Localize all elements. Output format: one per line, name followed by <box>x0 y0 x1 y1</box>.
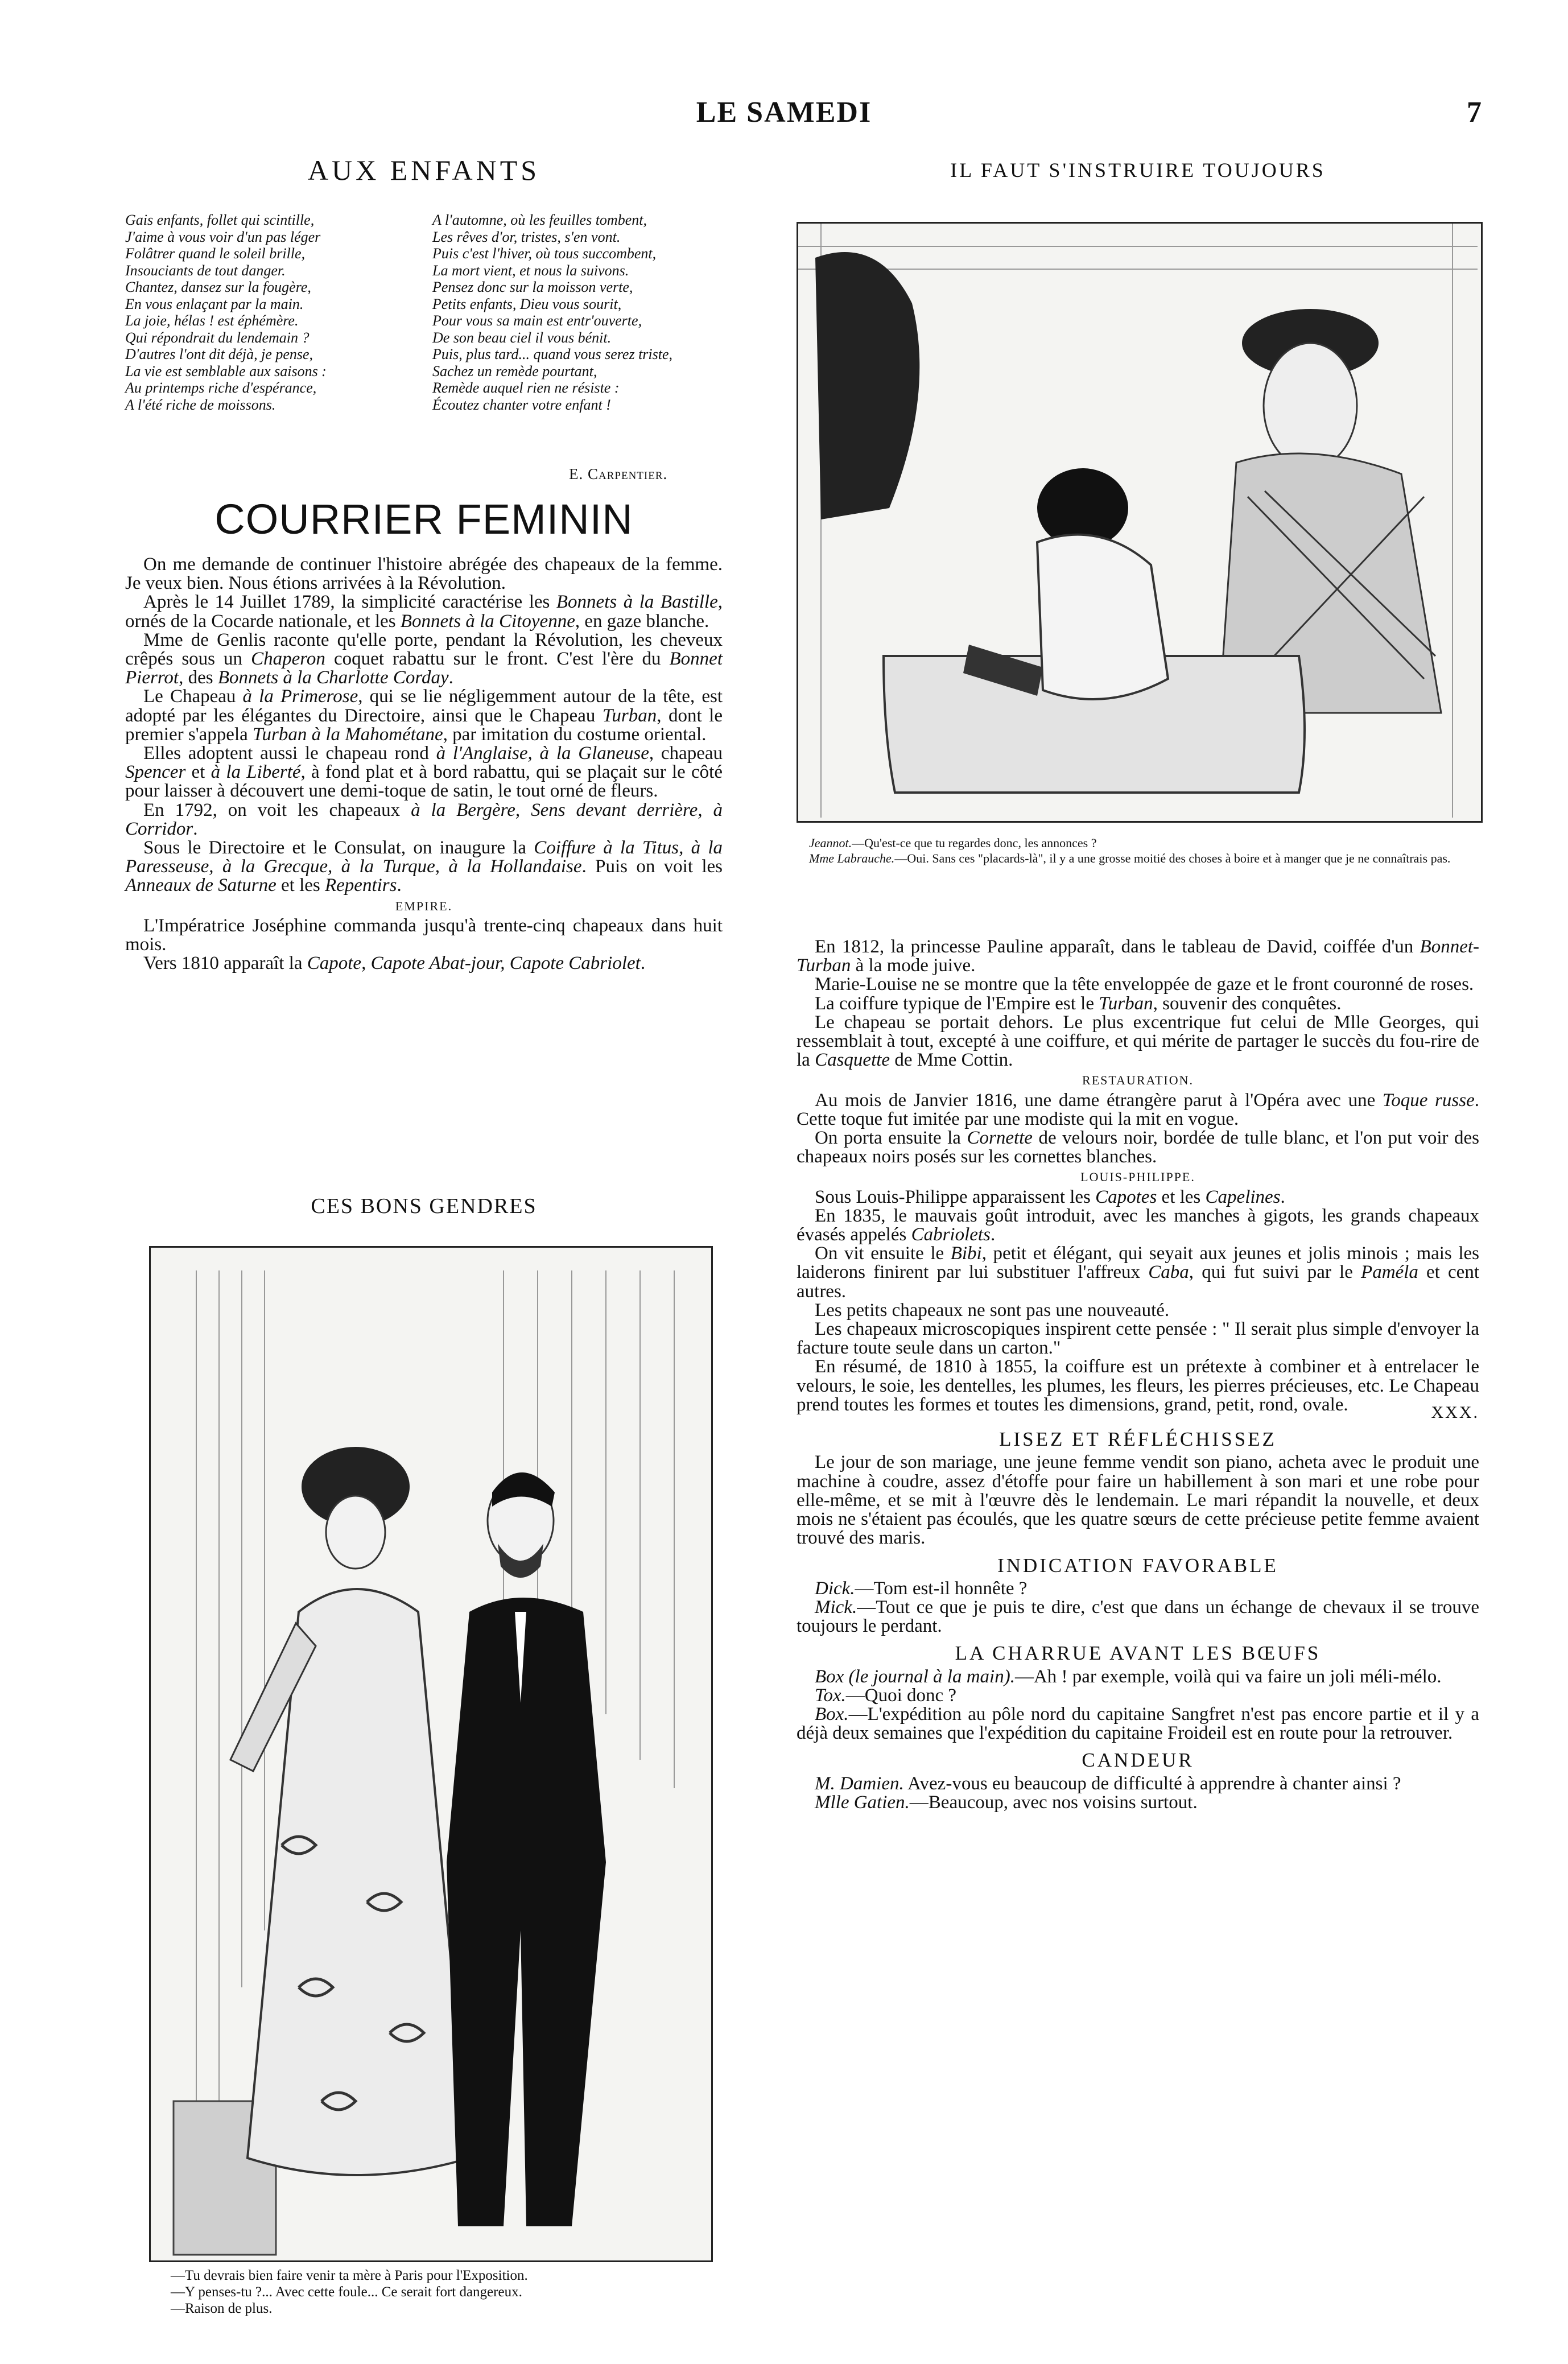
dialogue-line: Box (le journal à la main).—Ah ! par exemple, voilà qui va faire un joli méli-mélo. <box>815 1666 1442 1687</box>
poem-line: Pour vous sa main est entr'ouverte, <box>432 312 642 329</box>
gendres-title: CES BONS GENDRES <box>311 1194 537 1218</box>
charrue-title: LA CHARRUE AVANT LES BŒUFS <box>955 1642 1321 1665</box>
poem-title: AUX ENFANTS <box>307 154 540 186</box>
poem-line: Remède auquel rien ne résiste : <box>432 379 620 396</box>
paragraph: Les petits chapeaux ne sont pas une nouveauté. <box>815 1299 1170 1321</box>
dialogue-line: M. Damien. Avez-vous eu beaucoup de difficulté à apprendre à chanter ainsi ? <box>815 1773 1401 1794</box>
article-signature: XXX. <box>1431 1403 1479 1422</box>
courrier-article <box>125 555 723 973</box>
poem-line: Chantez, dansez sur la fougère, <box>125 279 311 295</box>
instruire-title: IL FAUT S'INSTRUIRE TOUJOURS <box>950 159 1326 181</box>
paragraph: En 1792, on voit les chapeaux à la Bergère, Sens devant derrière, à Corridor. <box>125 799 723 839</box>
paragraph: Elles adoptent aussi le chapeau rond à l'Anglaise, à la Glaneuse, chapeau Spencer et à la Liberté, à fond plat et à bord rabattu, qui se plaçait sur le côté pour laisser à découvert une demi-toque de satin, le tout orné de fleurs. <box>125 743 723 802</box>
paragraph: La coiffure typique de l'Empire est le Turban, souvenir des conquêtes. <box>815 993 1342 1014</box>
instruire-illustration <box>797 222 1483 823</box>
poem-line: Les rêves d'or, tristes, s'en vont. <box>432 228 621 245</box>
poem-line: Puis, plus tard... quand vous serez triste, <box>432 346 673 362</box>
paragraph: En 1812, la princesse Pauline apparaît, dans le tableau de David, coiffée d'un Bonnet-Turban à la mode juive. <box>797 936 1479 976</box>
paragraph: Les chapeaux microscopiques inspirent cette pensée : " Il serait plus simple d'envoyer la facture toute seule dans un carton." <box>797 1319 1479 1359</box>
paragraph: Sous le Directoire et le Consulat, on inaugure la Coiffure à la Titus, à la Paresseuse, à la Grecque, à la Turque, à la Hollandaise. Puis on voit les Anneaux de Saturne et les Repentirs. <box>125 837 723 896</box>
section-heading: RESTAURATION. <box>1082 1073 1194 1088</box>
caption-line: —Tu devrais bien faire venir ta mère à Paris pour l'Exposition. <box>171 2268 528 2283</box>
lisez-title: LISEZ ET RÉFLÉCHISSEZ <box>999 1428 1277 1451</box>
paragraph: On me demande de continuer l'histoire abrégée des chapeaux de la femme. Je veux bien. Nous étions arrivées à la Révolution. <box>125 554 723 594</box>
paragraph: Le chapeau se portait dehors. Le plus excentrique fut celui de Mlle Georges, qui ressemblait à tout, excepté à une coiffure, et qui mérite de partager le succès du fou-rire de la Casquette de Mme Cottin. <box>797 1012 1479 1071</box>
dialogue-line: Dick.—Tom est-il honnête ? <box>815 1578 1028 1599</box>
section-heading: EMPIRE. <box>395 898 453 913</box>
paragraph: Le Chapeau à la Primerose, qui se lie négligemment autour de la tête, est adopté par les élégantes du Directoire, ainsi que le Chapeau Turban, dont le premier s'appela Turban à la Mahométane, par imitation du costume oriental. <box>125 686 723 745</box>
paragraph: En 1835, le mauvais goût introduit, avec les manches à gigots, les grands chapeaux évasés appelés Cabriolets. <box>797 1205 1479 1245</box>
gendres-caption <box>171 2267 711 2317</box>
dialogue-line: Box.—L'expédition au pôle nord du capitaine Sangfret n'est pas encore partie et il y a déjà deux semaines que l'expédition du capitaine Froideil est en route pour la retrouver. <box>797 1703 1479 1744</box>
paragraph: On porta ensuite la Cornette de velours noir, bordée de tulle blanc, et l'on put voir des chapeaux noirs posés sur les cornettes blanches. <box>797 1128 1479 1167</box>
courrier-headline: COURRIER FEMININ <box>214 496 633 543</box>
paragraph: En résumé, de 1810 à 1855, la coiffure est un prétexte à combiner et à entrelacer le velours, le soie, les dentelles, les plumes, les fleurs, les pierres précieuses, etc. Le Chapeau prend toutes les formes et toutes les dimensions, grand, petit, rond, ovale. <box>797 1356 1479 1415</box>
running-title: LE SAMEDI <box>696 96 872 129</box>
paragraph: L'Impératrice Joséphine commanda jusqu'à trente-cinq chapeaux dans huit mois. <box>125 915 723 955</box>
poem-line: La vie est semblable aux saisons : <box>125 362 327 379</box>
caption-line: Mme Labrauche.—Oui. Sans ces "placards-là", il y a une grosse moitié des choses à boire et à manger que je ne connaîtrais pas. <box>809 851 1451 865</box>
poem-line: Insouciants de tout danger. <box>125 262 286 279</box>
caption-line: Jeannot.—Qu'est-ce que tu regardes donc, les annonces ? <box>809 836 1097 850</box>
poem-left-stanza <box>125 212 364 413</box>
poem-line: J'aime à vous voir d'un pas léger <box>125 228 321 245</box>
paragraph: Vers 1810 apparaît la Capote, Capote Abat-jour, Capote Cabriolet. <box>143 953 646 974</box>
poem-line: A l'été riche de moissons. <box>125 396 276 413</box>
poem-signature: E. Carpentier. <box>569 465 668 482</box>
paragraph: Le jour de son mariage, une jeune femme vendit son piano, acheta avec le produit une machine à coudre, assez d'étoffe pour faire un habillement à son mari et une robe pour elle-même, et se mit à l'œuvre dès le lendemain. Le mari répandit la nouvelle, et deux mois ne s'étaient pas écoulés, que les quatre sœurs de cette précieuse petite femme avaient trouvé des maris. <box>797 1452 1479 1549</box>
poem-line: Puis c'est l'hiver, où tous succombent, <box>432 245 657 262</box>
indication-title: INDICATION FAVORABLE <box>997 1554 1278 1577</box>
gendres-illustration <box>149 1246 713 2262</box>
poem-line: De son beau ciel il vous bénit. <box>432 329 612 346</box>
page-number: 7 <box>1467 96 1482 129</box>
poem-line: La joie, hélas ! est éphémère. <box>125 312 299 329</box>
poem-line: Qui répondrait du lendemain ? <box>125 329 310 346</box>
caption-line: —Raison de plus. <box>171 2301 273 2316</box>
paragraph: Marie-Louise ne se montre que la tête enveloppée de gaze et le front couronné de roses. <box>815 974 1474 995</box>
poem-line: En vous enlaçant par la main. <box>125 295 304 312</box>
train-compartment-drawing <box>798 224 1478 818</box>
candeur-title: CANDEUR <box>1082 1749 1194 1772</box>
paragraph: Après le 14 Juillet 1789, la simplicité caractérise les Bonnets à la Bastille, ornés de la Cocarde nationale, et les Bonnets à la Citoyenne, en gaze blanche. <box>125 592 723 632</box>
poem-line: A l'automne, où les feuilles tombent, <box>432 212 647 228</box>
poem-line: Folâtrer quand le soleil brille, <box>125 245 306 262</box>
caption-line: —Y penses-tu ?... Avec cette foule... Ce serait fort dangereux. <box>171 2284 522 2300</box>
poem-line: Sachez un remède pourtant, <box>432 362 597 379</box>
instruire-caption <box>797 835 1479 866</box>
poem-right-stanza <box>432 212 728 413</box>
poem-line: Écoutez chanter votre enfant ! <box>432 396 611 413</box>
dialogue-line: Mlle Gatien.—Beaucoup, avec nos voisins surtout. <box>815 1792 1198 1813</box>
poem-line: Au printemps riche d'espérance, <box>125 379 317 396</box>
poem-line: Pensez donc sur la moisson verte, <box>432 279 633 295</box>
paragraph: On vit ensuite le Bibi, petit et élégant, qui seyait aux jeunes et jolis minois ; mais les laiderons finirent par lui substituer l'affreux Caba, qui fut suivi par le Paméla et cent autres. <box>797 1243 1479 1302</box>
right-column-text <box>797 938 1479 1812</box>
poem-line: Petits enfants, Dieu vous sourit, <box>432 295 622 312</box>
dialogue-line: Mick.—Tout ce que je puis te dire, c'est que dans un échange de chevaux il se trouve toujours le perdant. <box>797 1596 1479 1637</box>
poem-line: Gais enfants, follet qui scintille, <box>125 212 315 228</box>
dialogue-line: Tox.—Quoi donc ? <box>815 1685 957 1706</box>
couple-drawing <box>151 1248 708 2257</box>
poem-line: La mort vient, et nous la suivons. <box>432 262 629 279</box>
paragraph: Au mois de Janvier 1816, une dame étrangère parut à l'Opéra avec une Toque russe. Cette toque fut imitée par une modiste qui la mit en vogue. <box>797 1090 1479 1129</box>
paragraph: Mme de Genlis raconte qu'elle porte, pendant la Révolution, les cheveux crêpés sous un Chaperon coquet rabattu sur le front. C'est l'ère du Bonnet Pierrot, des Bonnets à la Charlotte Corday. <box>125 629 723 688</box>
poem-line: D'autres l'ont dit déjà, je pense, <box>125 346 313 362</box>
section-heading: LOUIS-PHILIPPE. <box>1080 1170 1195 1185</box>
paragraph: Sous Louis-Philippe apparaissent les Capotes et les Capelines. <box>815 1186 1285 1207</box>
